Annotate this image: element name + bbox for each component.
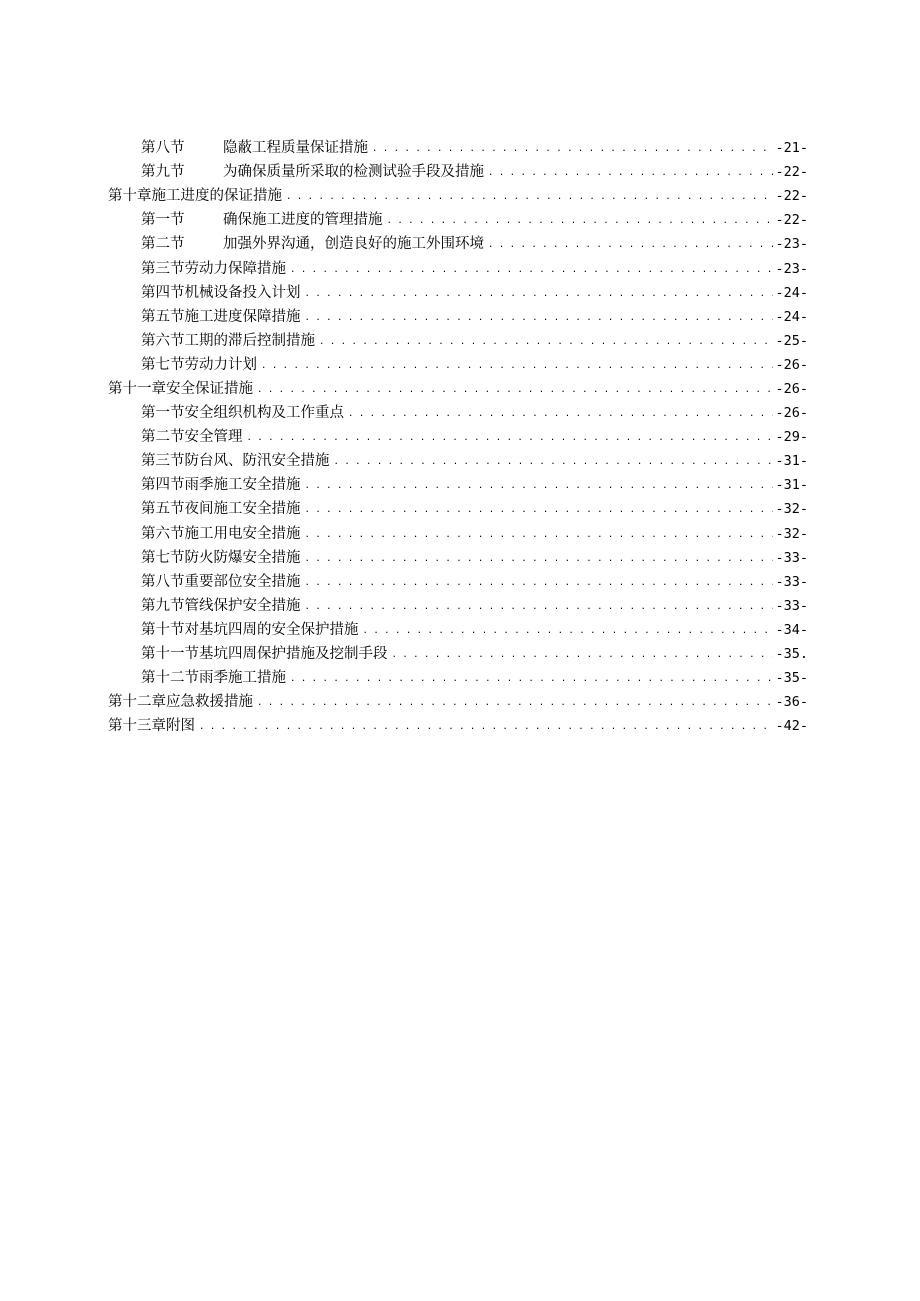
toc-entry-title: 第十二章应急救援措施 [108, 694, 253, 711]
toc-entry-title: 第七节劳动力计划 [141, 356, 257, 373]
toc-entry[interactable] [108, 232, 808, 256]
toc-page-number: -21- [775, 140, 808, 157]
toc-entry-title: 第十一章安全保证措施 [108, 380, 253, 397]
toc-entry[interactable] [108, 401, 808, 425]
toc-entry[interactable] [108, 666, 808, 690]
toc-page-number: -35- [775, 670, 808, 687]
toc-dot-leader [319, 329, 773, 353]
toc-page-number: -23- [775, 236, 808, 253]
toc-dot-leader [286, 184, 773, 208]
toc-entry-title: 第十节对基坑四周的安全保护措施 [141, 621, 359, 638]
toc-dot-leader [387, 208, 774, 232]
toc-page-number: -32- [775, 501, 808, 518]
toc-page-number: -31- [775, 453, 808, 470]
toc-entry-title: 第一节安全组织机构及工作重点 [141, 405, 344, 422]
toc-dot-leader [488, 160, 773, 184]
toc-entry[interactable] [108, 642, 808, 666]
toc-page-number: -25- [775, 332, 808, 349]
toc-entry-title: 第三节防台风、防汛安全措施 [141, 453, 330, 470]
toc-entry[interactable] [108, 690, 808, 714]
toc-dot-leader [392, 642, 774, 666]
toc-dot-leader [305, 497, 774, 521]
toc-page-number: -42- [775, 718, 808, 735]
toc-page-number: -32- [775, 525, 808, 542]
toc-page-number: -22- [775, 212, 808, 229]
toc-dot-leader [290, 257, 773, 281]
toc-entry-title: 为确保质量所采取的检测试验手段及措施 [223, 164, 484, 181]
toc-dot-leader [261, 353, 773, 377]
toc-dot-leader [305, 570, 774, 594]
toc-entry[interactable] [108, 473, 808, 497]
toc-entry-title: 第八节重要部位安全措施 [141, 573, 301, 590]
toc-section-number: 第一节 [141, 212, 185, 229]
toc-entry[interactable] [108, 714, 808, 738]
toc-section-number: 第八节 [141, 140, 185, 157]
toc-entry[interactable] [108, 594, 808, 618]
toc-entry-title: 第二节安全管理 [141, 429, 243, 446]
toc-dot-leader [488, 232, 773, 256]
toc-entry[interactable] [108, 329, 808, 353]
toc-page-number: -34- [775, 621, 808, 638]
toc-section-number: 第二节 [141, 236, 185, 253]
toc-dot-leader [305, 594, 774, 618]
toc-entry-title: 第七节防火防爆安全措施 [141, 549, 301, 566]
toc-page-number: -33- [775, 573, 808, 590]
toc-page-number: -24- [775, 284, 808, 301]
toc-entry[interactable] [108, 281, 808, 305]
toc-entry-title: 第五节施工进度保障措施 [141, 308, 301, 325]
toc-page-number: -22- [775, 164, 808, 181]
toc-page-number: -26- [775, 380, 808, 397]
toc-dot-leader [257, 690, 773, 714]
toc-entry[interactable] [108, 497, 808, 521]
toc-entry-title: 第四节机械设备投入计划 [141, 284, 301, 301]
toc-page-number: -24- [775, 308, 808, 325]
toc-page-number: -33- [775, 549, 808, 566]
toc-page-number: -26- [775, 405, 808, 422]
toc-entry[interactable] [108, 618, 808, 642]
toc-dot-leader [290, 666, 773, 690]
toc-entry[interactable] [108, 256, 808, 280]
toc-entry[interactable] [108, 184, 808, 208]
toc-entry-title: 第五节夜间施工安全措施 [141, 501, 301, 518]
toc-entry-title: 确保施工进度的管理措施 [223, 212, 383, 229]
toc-entry[interactable] [108, 160, 808, 184]
toc-entry[interactable] [108, 353, 808, 377]
toc-dot-leader [305, 281, 774, 305]
table-of-contents [108, 136, 808, 738]
toc-entry-title: 第九节管线保护安全措施 [141, 597, 301, 614]
toc-entry[interactable] [108, 208, 808, 232]
toc-dot-leader [348, 401, 773, 425]
toc-entry-title: 第十一节基坑四周保护措施及挖制手段 [141, 646, 388, 663]
toc-dot-leader [305, 305, 774, 329]
toc-dot-leader [305, 546, 774, 570]
toc-entry-title: 第六节施工用电安全措施 [141, 525, 301, 542]
toc-page-number: -36- [775, 694, 808, 711]
toc-entry[interactable] [108, 449, 808, 473]
toc-page-number: -35. [775, 646, 808, 663]
toc-entry[interactable] [108, 522, 808, 546]
toc-page-number: -33- [775, 597, 808, 614]
toc-dot-leader [334, 449, 774, 473]
toc-dot-leader [257, 377, 773, 401]
toc-entry-title: 第十三章附图 [108, 718, 195, 735]
toc-entry-title: 第六节工期的滞后控制措施 [141, 332, 315, 349]
toc-page-number: -26- [775, 356, 808, 373]
toc-entry-title: 第四节雨季施工安全措施 [141, 477, 301, 494]
toc-dot-leader [305, 522, 774, 546]
toc-page-number: -29- [775, 429, 808, 446]
toc-entry[interactable] [108, 377, 808, 401]
toc-entry-title: 第十章施工进度的保证措施 [108, 188, 282, 205]
toc-entry[interactable] [108, 305, 808, 329]
toc-dot-leader [199, 714, 773, 738]
toc-entry-title: 加强外界沟通，创造良好的施工外围环境 [223, 236, 484, 253]
toc-entry-title: 第三节劳动力保障措施 [141, 260, 286, 277]
toc-dot-leader [372, 136, 773, 160]
toc-page-number: -31- [775, 477, 808, 494]
toc-page-number: -22- [775, 188, 808, 205]
toc-entry[interactable] [108, 136, 808, 160]
toc-entry[interactable] [108, 425, 808, 449]
toc-entry[interactable] [108, 570, 808, 594]
toc-dot-leader [305, 473, 774, 497]
toc-entry-title: 第十二节雨季施工措施 [141, 670, 286, 687]
toc-dot-leader [247, 425, 774, 449]
toc-entry[interactable] [108, 546, 808, 570]
toc-page-number: -23- [775, 260, 808, 277]
toc-section-number: 第九节 [141, 164, 185, 181]
toc-entry-title: 隐蔽工程质量保证措施 [223, 140, 368, 157]
toc-dot-leader [363, 618, 774, 642]
